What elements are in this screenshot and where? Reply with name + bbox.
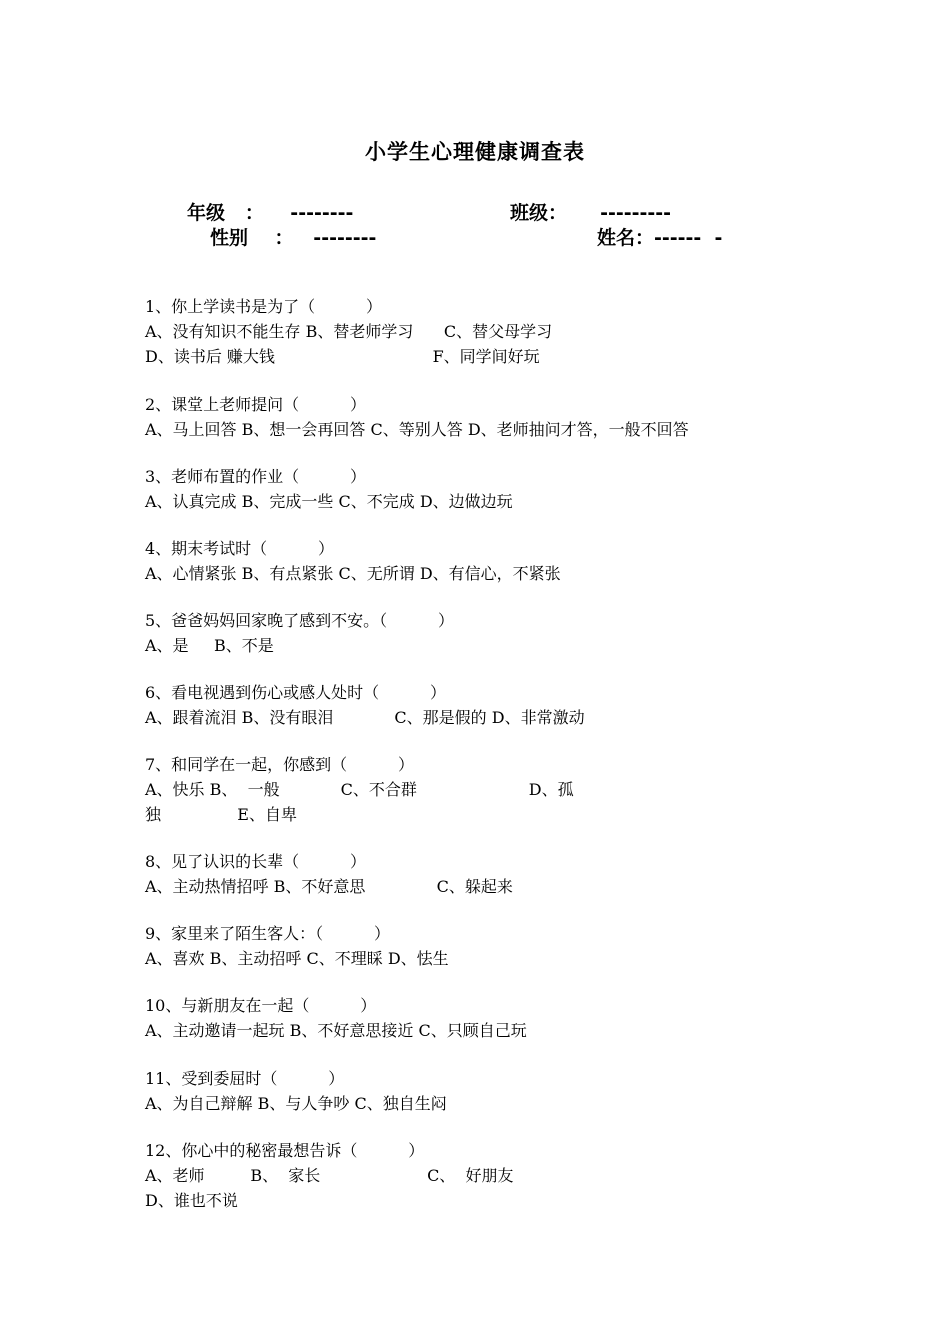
options-line: A、没有知识不能生存 B、替老师学习 C、替父母学习	[145, 322, 553, 341]
question-text: 8、见了认识的长辈（ ）	[145, 852, 367, 871]
options-line: A、是 B、不是	[145, 636, 274, 655]
question-text: 4、期末考试时（ ）	[145, 539, 335, 558]
question-12	[145, 1138, 825, 1213]
options-line: D、读书后 赚大钱 F、同学间好玩	[145, 347, 540, 366]
grade-field: 年级 ： --------	[187, 202, 354, 224]
question-text: 6、看电视遇到伤心或感人处时（ ）	[145, 683, 447, 702]
options-line: A、认真完成 B、完成一些 C、不完成 D、边做边玩	[145, 492, 513, 511]
question-text: 1、你上学读书是为了（ ）	[145, 297, 383, 316]
question-text: 3、老师布置的作业（ ）	[145, 467, 367, 486]
question-text: 5、爸爸妈妈回家晚了感到不安。（ ）	[145, 611, 455, 630]
question-text: 2、课堂上老师提问（ ）	[145, 395, 367, 414]
question-text: 10、与新朋友在一起（ ）	[145, 996, 377, 1015]
question-text: 7、和同学在一起，你感到（ ）	[145, 755, 415, 774]
name-field: 姓名：------ -	[597, 227, 723, 249]
question-7	[145, 752, 825, 827]
question-text: 12、你心中的秘密最想告诉（ ）	[145, 1141, 425, 1160]
options-line: D、谁也不说	[145, 1191, 238, 1210]
question-8	[145, 849, 825, 899]
options-line: A、快乐 B、 一般 C、不合群 D、孤	[145, 780, 574, 799]
question-3	[145, 464, 825, 514]
question-1	[145, 294, 825, 369]
question-6	[145, 680, 825, 730]
options-line: A、跟着流泪 B、没有眼泪 C、那是假的 D、非常激动	[145, 708, 585, 727]
question-4	[145, 536, 825, 586]
question-text: 9、家里来了陌生客人：（ ）	[145, 924, 391, 943]
options-line: A、主动热情招呼 B、不好意思 C、躲起来	[145, 877, 513, 896]
options-line: A、心情紧张 B、有点紧张 C、无所谓 D、有信心，不紧张	[145, 564, 561, 583]
options-line: A、马上回答 B、想一会再回答 C、等别人答 D、老师抽问才答，一般不回答	[145, 420, 689, 439]
options-line: A、主动邀请一起玩 B、不好意思接近 C、只顾自己玩	[145, 1021, 527, 1040]
options-line: A、老师 B、 家长 C、 好朋友	[145, 1166, 514, 1185]
question-text: 11、受到委屈时（ ）	[145, 1069, 345, 1088]
options-line: A、喜欢 B、主动招呼 C、不理睬 D、怯生	[145, 949, 449, 968]
options-line: A、为自己辩解 B、与人争吵 C、独自生闷	[145, 1094, 447, 1113]
options-line: 独 E、自卑	[145, 805, 297, 824]
gender-field: 性别 ： --------	[210, 227, 377, 249]
question-9	[145, 921, 825, 971]
question-10	[145, 993, 825, 1043]
question-2	[145, 392, 825, 442]
class-field: 班级： ---------	[510, 202, 672, 224]
question-5	[145, 608, 825, 658]
question-11	[145, 1066, 825, 1116]
page-title: 小学生心理健康调查表	[365, 140, 585, 164]
